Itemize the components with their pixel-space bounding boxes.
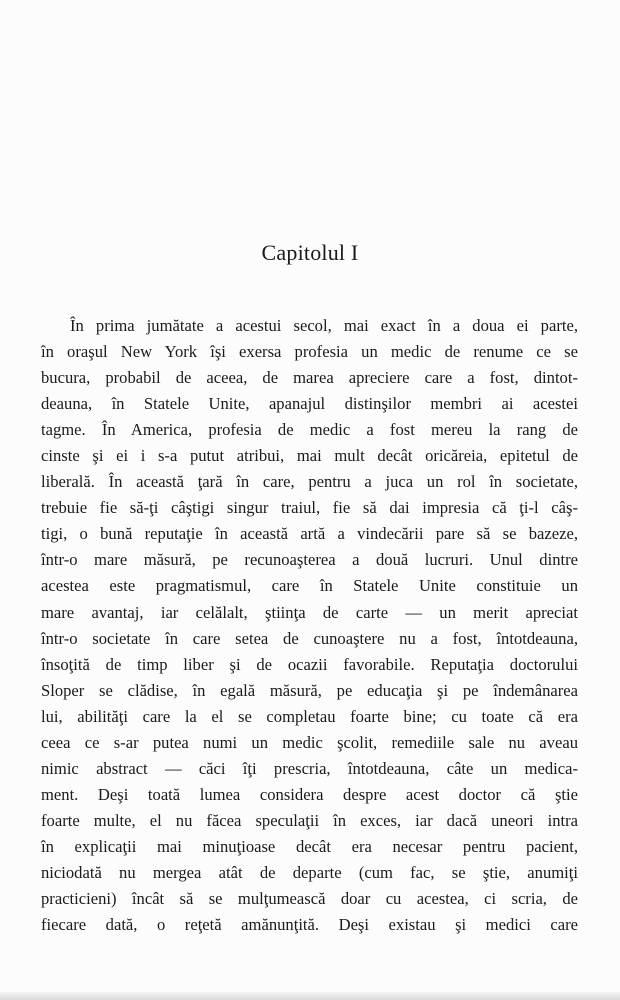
text-line: În prima jumătate a acestui secol, mai exact în a doua ei parte,: [70, 316, 578, 335]
text-line: în explicaţii mai minuţioase decât era necesar pentru pacient,: [41, 836, 578, 856]
text-line: acestea este pragmatismul, care în Statele Unite constituie un: [41, 576, 578, 596]
text-line: lui, abilităţi care la el se completau foarte bine; cu toate că era: [41, 706, 578, 726]
text-line: într-o societate în care setea de cunoaştere nu a fost, întotdeauna,: [41, 628, 578, 648]
text-line: deauna, în Statele Unite, apanajul distinşilor membri ai acestei: [41, 394, 578, 414]
text-line: practicieni) încât să se mulţumească doar cu acestea, ci scria, de: [41, 889, 578, 909]
text-line: foarte multe, el nu făcea speculaţii în exces, iar dacă uneori intra: [41, 810, 578, 830]
text-line: într-o mare măsură, pe recunoaşterea a două lucruri. Unul dintre: [41, 550, 578, 570]
text-line: fiecare dată, o reţetă amănunţită. Deşi existau şi medici care: [41, 915, 578, 935]
text-line: ceea ce s-ar putea numi un medic şcolit, remediile sale nu aveau: [41, 732, 578, 752]
chapter-paragraph: [41, 313, 578, 938]
text-line: cinste şi ei i s-a putut atribui, mai mult decât oricăreia, epitetul de: [41, 446, 578, 466]
text-line: tagme. În America, profesia de medic a fost mereu la rang de: [41, 420, 578, 440]
text-line: niciodată nu mergea atât de departe (cum fac, se ştie, anumiţi: [41, 862, 578, 882]
text-line: mare avantaj, iar celălalt, ştiinţa de carte — un merit apreciat: [41, 602, 578, 622]
chapter-title: Capitolul I: [261, 240, 359, 265]
text-line: în oraşul New York îşi exersa profesia un medic de renume ce se: [41, 342, 578, 362]
text-line: ment. Deşi toată lumea considera despre acest doctor că ştie: [41, 784, 578, 804]
text-line: nimic abstract — căci îţi prescria, întotdeauna, câte un medica-: [41, 758, 578, 778]
text-line: bucura, probabil de aceea, de marea apreciere care a fost, dintot-: [41, 368, 578, 388]
text-line: însoţită de timp liber şi de ocazii favorabile. Reputaţia doctorului: [41, 654, 578, 674]
page-edge-shadow: [0, 992, 620, 1000]
text-line: tigi, o bună reputaţie în această artă a vindecării pare să se bazeze,: [41, 524, 578, 544]
text-line: Sloper se clădise, în egală măsură, pe educaţia şi pe îndemânarea: [41, 680, 578, 700]
text-line: trebuie fie să-ţi câştigi singur traiul, fie să dai impresia că ţi-l câş-: [41, 498, 578, 518]
text-line: liberală. În această ţară în care, pentru a juca un rol în societate,: [41, 472, 578, 492]
